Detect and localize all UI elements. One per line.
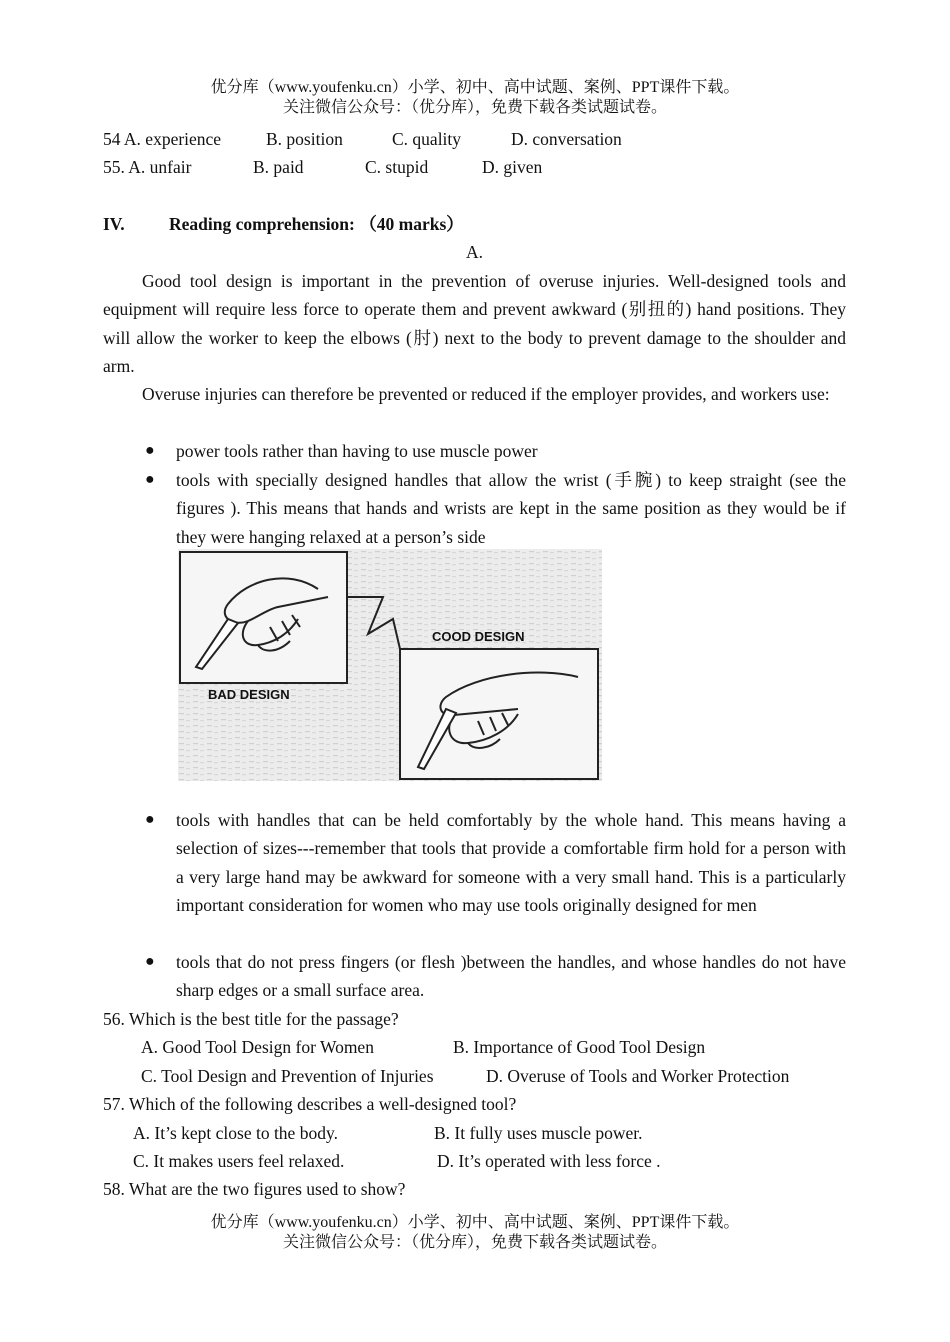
bullet-3-text: tools with handles that can be held comfortably by the whole hand. This means having a selection of sizes---remember that tools that provide a comfortable firm hold for a person with a very large hand may be awkward for someone with a very small hand. This is a particularly important consideration for women who may use tools originally designed for men	[176, 810, 846, 916]
q58-stem: 58. What are the two figures used to show?	[103, 1179, 406, 1199]
q56-option-a: A. Good Tool Design for Women	[141, 1037, 374, 1057]
bullet-3-symbol: ●	[145, 811, 155, 828]
passage-paragraph-1: Good tool design is important in the prevention of overuse injuries. Well-designed tools and equipment will require less force to operate them and prevent awkward (别扭的) hand positions. They will allow the worker to keep the elbows (肘) next to the body to prevent damage to the shoulder and arm.	[103, 271, 846, 377]
q56-option-c: C. Tool Design and Prevention of Injuries	[141, 1066, 434, 1086]
q57-option-c: C. It makes users feel relaxed.	[133, 1151, 345, 1171]
q55-option-c: C. stupid	[365, 157, 429, 177]
q54-option-d: D. conversation	[511, 129, 622, 149]
q54-option-b: B. position	[266, 129, 343, 149]
section-title: Reading comprehension: （40 marks）	[169, 214, 464, 234]
bullet-1-text: power tools rather than having to use muscle power	[176, 441, 538, 461]
bullet-2-symbol: ●	[145, 471, 155, 488]
q57-option-d: D. It’s operated with less force .	[437, 1151, 661, 1171]
q54-option-c: C. quality	[392, 129, 462, 149]
bullet-4-symbol: ●	[145, 953, 155, 970]
q55-option-d: D. given	[482, 157, 543, 177]
q55-option-a: 55. A. unfair	[103, 157, 192, 177]
tool-design-figure	[178, 549, 602, 781]
q55-option-b: B. paid	[253, 157, 304, 177]
q57-option-b: B. It fully uses muscle power.	[434, 1123, 643, 1143]
good-design-label: COOD DESIGN	[432, 629, 525, 644]
section-number: IV.	[103, 214, 125, 234]
passage-part-label: A.	[466, 242, 484, 262]
q57-stem: 57. Which of the following describes a well-designed tool?	[103, 1094, 517, 1114]
header-line-2: 关注微信公众号：（优分库），免费下载各类试题试卷。	[282, 99, 667, 116]
header-line-1: 优分库（www.youfenku.cn）小学、初中、高中试题、案例、PPT课件下载。	[210, 79, 740, 96]
tool-design-illustration	[178, 549, 602, 781]
q56-option-d: D. Overuse of Tools and Worker Protection	[486, 1066, 790, 1086]
bullet-1-symbol: ●	[145, 442, 155, 459]
q56-stem: 56. Which is the best title for the passage?	[103, 1009, 399, 1029]
bullet-4-text: tools that do not press fingers (or flesh )between the handles, and whose handles do not have sharp edges or a small surface area.	[176, 952, 846, 1001]
q56-option-b: B. Importance of Good Tool Design	[453, 1037, 706, 1057]
footer-line-2: 关注微信公众号：（优分库），免费下载各类试题试卷。	[282, 1234, 667, 1251]
bad-design-label: BAD DESIGN	[208, 687, 290, 702]
passage-paragraph-2: Overuse injuries can therefore be prevented or reduced if the employer provides, and workers use:	[142, 384, 830, 404]
q57-option-a: A. It’s kept close to the body.	[133, 1123, 338, 1143]
footer-line-1: 优分库（www.youfenku.cn）小学、初中、高中试题、案例、PPT课件下载。	[210, 1214, 740, 1231]
q54-option-a: 54 A. experience	[103, 129, 222, 149]
bullet-2-text: tools with specially designed handles that allow the wrist (手腕) to keep straight (see the figures ). This means that hands and wrists are kept in the same position as they would be if they were hanging relaxed at a person’s side	[176, 470, 846, 547]
